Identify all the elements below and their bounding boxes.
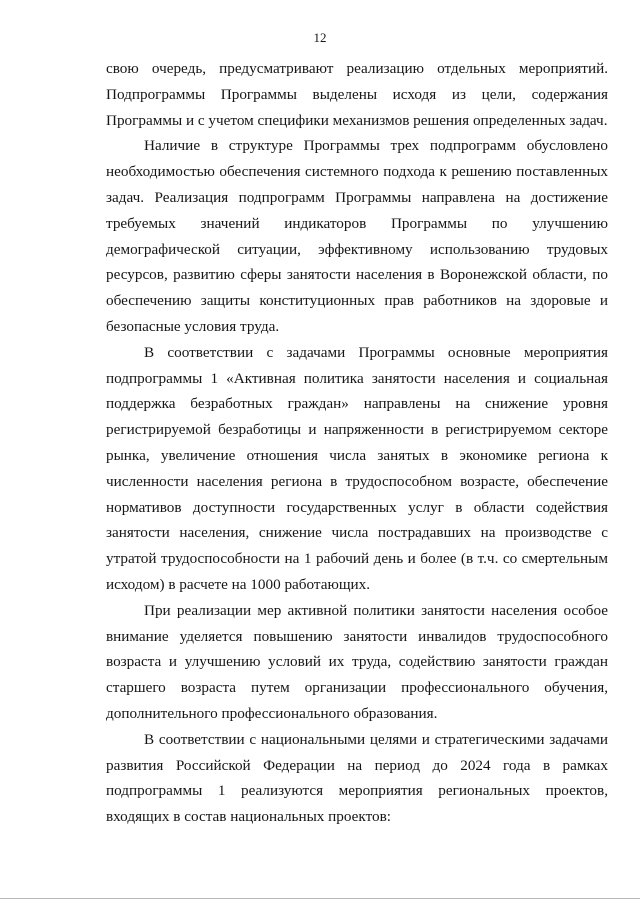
- bottom-edge-line: [0, 898, 640, 899]
- paragraph-subprogram-structure: свою очередь, предусматривают реализацию отдельных мероприятий. Подпрограммы Программы выделены исходя из цели, содержания Программы и с учетом специфики механизмов решения определенных задач.: [106, 60, 608, 129]
- page-number: 12: [313, 30, 327, 45]
- paragraph-subprogram-1-measures: В соответствии с задачами Программы основные мероприятия подпрограммы 1 «Активная политика занятости населения и социальная поддержка безработных граждан» направлены на снижение уровня регистрируемой безработицы и напряженности в регистрируемом секторе рынка, увеличение отношения числа занятых в экономике региона к численности населения региона в трудоспособном возрасте, обеспечение нормативов доступности государственных услуг в области содействия занятости населения, снижение числа пострадавших на производстве с утратой трудоспособности на 1 рабочий день и более (в т.ч. со смертельным исходом) в расчете на 1000 работающих.: [106, 343, 608, 593]
- paragraph-active-employment-policy: При реализации мер активной политики занятости населения особое внимание уделяется повышению занятости инвалидов трудоспособного возраста и улучшению условий их труда, содействию занятости граждан старшего возраста путем организации профессионального обучения, дополнительного профессионального образования.: [106, 601, 608, 722]
- document-body: [106, 56, 608, 830]
- paragraph-national-goals: В соответствии с национальными целями и стратегическими задачами развития Российской Федерации на период до 2024 года в рамках подпрограммы 1 реализуются мероприятия региональных проектов, входящих в состав национальных проектов:: [106, 730, 608, 826]
- paragraph-three-subprograms: Наличие в структуре Программы трех подпрограмм обусловлено необходимостью обеспечения системного подхода к решению поставленных задач. Реализация подпрограмм Программы направлена на достижение требуемых значений индикаторов Программы по улучшению демографической ситуации, эффективному использованию трудовых ресурсов, развитию сферы занятости населения в Воронежской области, по обеспечению защиты конституционных прав работников на здоровые и безопасные условия труда.: [106, 137, 608, 335]
